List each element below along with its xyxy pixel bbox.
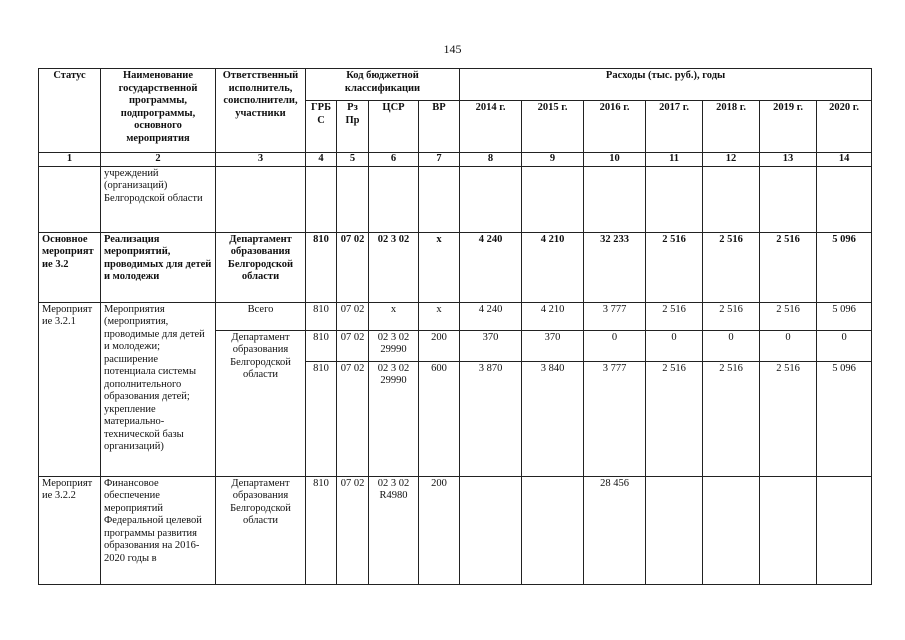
cell-value: 2 516 <box>760 302 817 330</box>
table-row-event-3-2-1-total <box>39 302 872 330</box>
cell-value <box>646 476 703 584</box>
row-status: Мероприятие 3.2.2 <box>39 476 101 584</box>
cell-grbs: 810 <box>306 476 337 584</box>
header-name: Наименование государственной программы, подпрограммы, основного мероприятия <box>101 69 216 153</box>
header-year-2014: 2014 г. <box>460 101 522 153</box>
cell-value: 5 096 <box>817 232 872 302</box>
col-number: 9 <box>522 153 584 167</box>
cell-value: 0 <box>584 330 646 361</box>
cell-value: 2 516 <box>760 232 817 302</box>
cell-value: 2 516 <box>646 361 703 476</box>
cell-vr: 200 <box>419 330 460 361</box>
table-row-event-3-2-2 <box>39 476 872 584</box>
row-status: Мероприятие 3.2.1 <box>39 302 101 476</box>
table-row-main-event-3-2 <box>39 232 872 302</box>
page-number: 145 <box>443 42 462 56</box>
cell-rzpr: 07 02 <box>337 330 369 361</box>
cell-vr: х <box>419 302 460 330</box>
cell-grbs: 810 <box>306 232 337 302</box>
header-year-2015: 2015 г. <box>522 101 584 153</box>
cell-rzpr: 07 02 <box>337 302 369 330</box>
column-numbers-row <box>39 153 872 167</box>
header-responsible: Ответственный исполнитель, соисполнители, участники <box>216 69 306 153</box>
header-status: Статус <box>39 69 101 153</box>
col-number: 13 <box>760 153 817 167</box>
table-row <box>39 166 872 232</box>
cell-value <box>760 476 817 584</box>
row-name: Мероприятия (мероприятия, проводимые для детей и молодежи; расширение потенциала системы дополнительного образования детей; укрепление материально-технической базы организаций) <box>101 302 216 476</box>
cell-rzpr: 07 02 <box>337 232 369 302</box>
col-number: 6 <box>369 153 419 167</box>
header-expenses: Расходы (тыс. руб.), годы <box>460 69 872 101</box>
cell-value <box>522 476 584 584</box>
cell-rzpr: 07 02 <box>337 476 369 584</box>
cell-value: 5 096 <box>817 361 872 476</box>
cell-value: 4 240 <box>460 232 522 302</box>
cell-vr: х <box>419 232 460 302</box>
cell-value: 2 516 <box>703 361 760 476</box>
cell-value: 370 <box>522 330 584 361</box>
cell-vr: 200 <box>419 476 460 584</box>
col-number: 14 <box>817 153 872 167</box>
cell-value: 0 <box>817 330 872 361</box>
col-number: 12 <box>703 153 760 167</box>
header-year-2016: 2016 г. <box>584 101 646 153</box>
row-name: Финансовое обеспечение мероприятий Федеральной целевой программы развития образования на 2016-2020 годы в <box>101 476 216 584</box>
cell-value: 2 516 <box>703 232 760 302</box>
header-rzpr: Рз Пр <box>337 101 369 153</box>
cell-value: 2 516 <box>760 361 817 476</box>
cell-value: 32 233 <box>584 232 646 302</box>
cell-value: 370 <box>460 330 522 361</box>
cell-csr: 02 3 02 29990 <box>369 361 419 476</box>
row-responsible: Департамент образования Белгородской области <box>216 232 306 302</box>
header-vr: ВР <box>419 101 460 153</box>
header-year-2017: 2017 г. <box>646 101 703 153</box>
cell-value: 3 840 <box>522 361 584 476</box>
row-status: Основное мероприятие 3.2 <box>39 232 101 302</box>
cell-value <box>703 476 760 584</box>
cell-csr: 02 3 02 <box>369 232 419 302</box>
cell-value: 4 240 <box>460 302 522 330</box>
col-number: 8 <box>460 153 522 167</box>
row-name: учреждений (организаций) Белгородской области <box>101 166 216 232</box>
cell-value: 5 096 <box>817 302 872 330</box>
cell-grbs: 810 <box>306 330 337 361</box>
col-number: 7 <box>419 153 460 167</box>
cell-grbs: 810 <box>306 361 337 476</box>
header-csr: ЦСР <box>369 101 419 153</box>
cell-value: 3 777 <box>584 361 646 476</box>
row-name: Реализация мероприятий, проводимых для детей и молодежи <box>101 232 216 302</box>
cell-value: 0 <box>703 330 760 361</box>
col-number: 1 <box>39 153 101 167</box>
row-responsible: Департамент образования Белгородской области <box>216 476 306 584</box>
col-number: 2 <box>101 153 216 167</box>
cell-value: 3 870 <box>460 361 522 476</box>
budget-table <box>38 68 872 585</box>
cell-grbs: 810 <box>306 302 337 330</box>
col-number: 5 <box>337 153 369 167</box>
cell-csr: х <box>369 302 419 330</box>
col-number: 3 <box>216 153 306 167</box>
cell-rzpr: 07 02 <box>337 361 369 476</box>
cell-value: 2 516 <box>646 302 703 330</box>
col-number: 4 <box>306 153 337 167</box>
cell-value: 3 777 <box>584 302 646 330</box>
cell-value: 2 516 <box>646 232 703 302</box>
row-responsible-total: Всего <box>216 302 306 330</box>
cell-value: 2 516 <box>703 302 760 330</box>
cell-vr: 600 <box>419 361 460 476</box>
header-year-2020: 2020 г. <box>817 101 872 153</box>
col-number: 11 <box>646 153 703 167</box>
cell-value: 28 456 <box>584 476 646 584</box>
cell-value: 4 210 <box>522 302 584 330</box>
header-grbs: ГРБ С <box>306 101 337 153</box>
header-budget-code: Код бюджетной классификации <box>306 69 460 101</box>
cell-csr: 02 3 02 R4980 <box>369 476 419 584</box>
header-year-2018: 2018 г. <box>703 101 760 153</box>
cell-csr: 02 3 02 29990 <box>369 330 419 361</box>
header-year-2019: 2019 г. <box>760 101 817 153</box>
row-responsible: Департамент образования Белгородской области <box>216 330 306 476</box>
cell-value <box>460 476 522 584</box>
cell-value <box>817 476 872 584</box>
cell-value: 0 <box>760 330 817 361</box>
cell-value: 0 <box>646 330 703 361</box>
cell-value: 4 210 <box>522 232 584 302</box>
col-number: 10 <box>584 153 646 167</box>
